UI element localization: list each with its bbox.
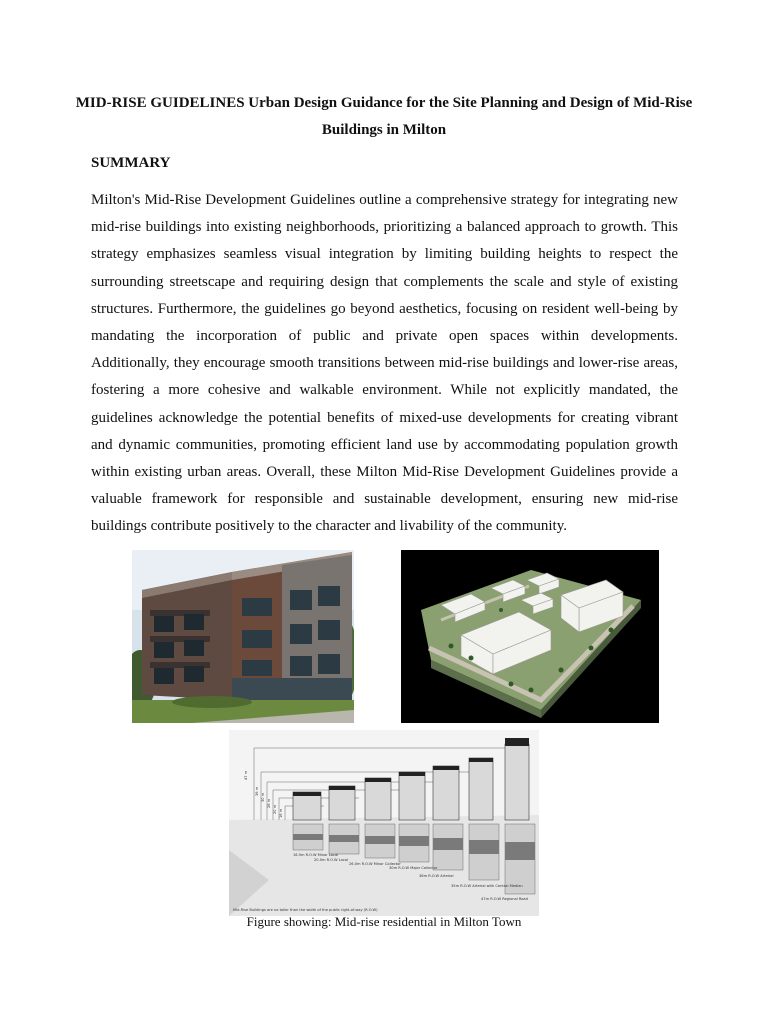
height-label: 16 m — [279, 808, 283, 818]
document-title: MID-RISE GUIDELINES Urban Design Guidance for the Site Planning and Design of Mid-Rise Buildings in Milton — [75, 95, 693, 138]
summary-paragraph: Milton's Mid-Rise Development Guidelines outline a comprehensive strategy for integrating new mid-rise buildings into existing neighborhoods, prioritizing a balanced approach to growth. This strategy emphasizes seamless visual integration by limiting building heights to respect the surrounding streetscape and requiring design that complements the scale and style of existing structures. Furthermore, the guidelines go beyond aesthetics, focusing on resident well-being by mandating the incorporation of public and private open spaces within developments. Additionally, they encourage smooth transitions between mid-rise buildings and lower-rise areas, fostering a more cohesive and walkable environment. While not explicitly mandated, the guidelines acknowledge the potential benefits of mixed-use developments for creating vibrant and dynamic communities, promoting efficient land use by accommodating population growth within existing urban areas. Overall, these Milton Mid-Rise Development Guidelines provide a valuable framework for responsible and sustainable development, ensuring new mid-rise buildings contribute positively to the character and livability of the community. — [91, 192, 678, 535]
row-label: 20.0m R.O.W Local — [314, 858, 348, 862]
section-heading: SUMMARY — [91, 155, 171, 171]
height-label: 20 m — [273, 804, 277, 814]
row-label: 36m R.O.W Arterial — [419, 874, 454, 878]
row-label: 35m R.O.W Arterial with Central Median — [451, 884, 523, 888]
site-plan-rendering — [401, 550, 659, 723]
height-label: 30 m — [261, 792, 265, 802]
height-label: 26 m — [267, 798, 271, 808]
height-label: 47 m — [244, 770, 248, 780]
row-label: 47m R.O.W Regional Road — [481, 897, 528, 901]
height-label: 36 m — [255, 786, 259, 796]
height-row-diagram — [229, 730, 539, 916]
figure-caption: Figure showing: Mid-rise residential in Milton Town — [246, 914, 522, 929]
row-label: 26.0m R.O.W Minor Collector — [349, 862, 401, 866]
row-label: 30m R.O.W Major Collector — [389, 866, 438, 870]
building-photo — [132, 550, 354, 723]
diagram-footnote: Mid-Rise Buildings are no taller than the width of the public right-of-way (R.O.W) — [233, 908, 378, 912]
row-label: 16.5m R.O.W Minor Local — [293, 853, 339, 857]
